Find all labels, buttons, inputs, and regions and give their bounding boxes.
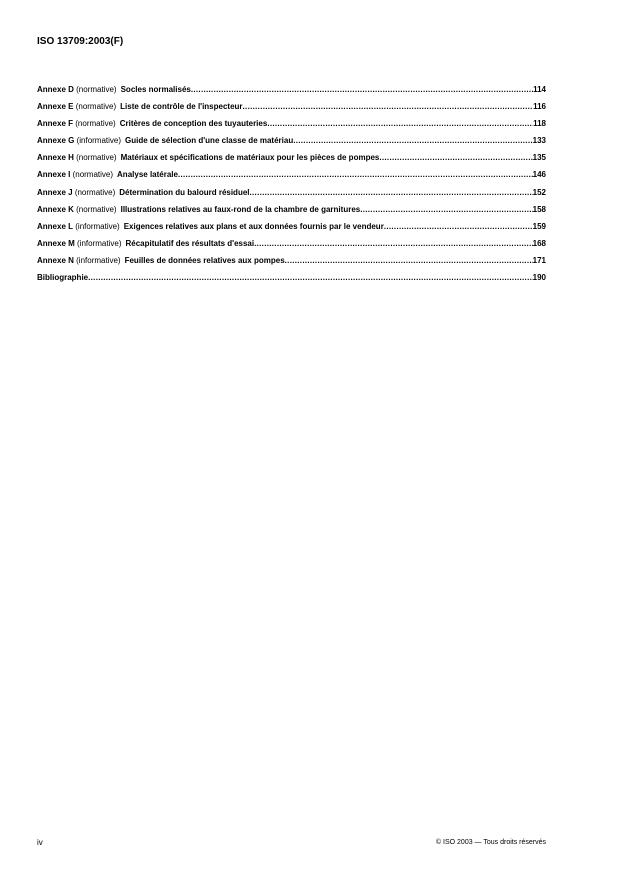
toc-kind: (normative) — [75, 102, 117, 112]
toc-entry[interactable] — [37, 153, 546, 170]
dot-leader — [379, 153, 532, 162]
toc-page: 114 — [533, 85, 546, 94]
toc-annex: Annexe K — [37, 204, 74, 214]
toc-entry[interactable] — [37, 205, 546, 222]
toc-kind: (normative) — [74, 187, 116, 197]
toc-kind: (informative) — [76, 136, 122, 146]
toc-title: Socles normalisés — [120, 85, 191, 94]
toc-page: 133 — [532, 136, 546, 146]
dot-leader — [254, 239, 533, 248]
toc-page: 159 — [532, 221, 546, 231]
copyright: © ISO 2003 — Tous droits réservés — [435, 839, 546, 846]
toc-title: Guide de sélection d'une classe de matériau — [125, 136, 294, 146]
toc-title: Détermination du balourd résiduel — [119, 187, 250, 197]
dot-leader — [293, 136, 532, 145]
page-number: iv — [37, 838, 43, 847]
toc-kind: (normative) — [72, 170, 114, 180]
document-header: ISO 13709:2003(F) — [37, 36, 124, 47]
dot-leader — [250, 188, 533, 197]
toc-annex: Annexe L — [37, 221, 74, 231]
toc-entry[interactable] — [37, 239, 546, 256]
toc-page: 158 — [532, 204, 546, 214]
toc-page: 116 — [533, 102, 546, 112]
toc-entry[interactable] — [37, 222, 546, 239]
table-of-contents — [37, 85, 546, 290]
dot-leader — [360, 205, 532, 214]
toc-page: 152 — [532, 187, 546, 197]
toc-kind: (normative) — [75, 119, 116, 129]
dot-leader — [267, 119, 533, 128]
toc-entry[interactable] — [37, 119, 546, 136]
dot-leader — [384, 222, 533, 231]
toc-kind: (informative) — [76, 255, 121, 265]
toc-title: Bibliographie — [37, 273, 89, 283]
toc-kind: (normative) — [76, 204, 117, 214]
toc-entry[interactable] — [37, 85, 546, 102]
toc-title: Analyse latérale — [117, 170, 178, 180]
toc-page: 118 — [533, 119, 546, 129]
toc-annex: Annexe E — [37, 102, 74, 112]
toc-annex: Annexe G — [37, 136, 75, 146]
toc-kind: (normative) — [76, 85, 117, 94]
toc-entry[interactable] — [37, 256, 546, 273]
toc-kind: (informative) — [75, 221, 120, 231]
toc-annex: Annexe I — [37, 170, 71, 180]
dot-leader — [243, 102, 534, 111]
toc-entry-bibliography[interactable] — [37, 273, 546, 290]
toc-annex: Annexe H — [37, 153, 74, 163]
toc-entry[interactable] — [37, 170, 546, 187]
toc-kind: (informative) — [77, 238, 122, 248]
toc-annex: Annexe N — [37, 255, 74, 265]
dot-leader — [285, 256, 533, 265]
toc-annex: Annexe M — [37, 238, 75, 248]
toc-title: Feuilles de données relatives aux pompes — [124, 255, 285, 265]
toc-annex: Annexe F — [37, 119, 74, 129]
toc-annex: Annexe D — [37, 85, 74, 94]
toc-kind: (normative) — [76, 153, 117, 163]
toc-title: Matériaux et spécifications de matériaux pour les pièces de pompes — [120, 153, 380, 163]
toc-title: Critères de conception des tuyauteries — [119, 119, 268, 129]
toc-title: Exigences relatives aux plans et aux données fournis par le vendeur — [123, 221, 384, 231]
toc-entry[interactable] — [37, 188, 546, 205]
toc-page: 146 — [532, 170, 546, 180]
toc-annex: Annexe J — [37, 187, 73, 197]
dot-leader — [191, 85, 533, 94]
toc-page: 135 — [532, 153, 546, 163]
dot-leader — [88, 273, 533, 282]
toc-title: Liste de contrôle de l'inspecteur — [120, 102, 243, 112]
dot-leader — [178, 170, 533, 179]
toc-title: Illustrations relatives au faux-rond de la chambre de garnitures — [120, 204, 361, 214]
toc-entry[interactable] — [37, 102, 546, 119]
toc-page: 171 — [532, 255, 546, 265]
toc-page: 168 — [532, 238, 546, 248]
toc-title: Récapitulatif des résultats d'essai — [125, 238, 255, 248]
toc-entry[interactable] — [37, 136, 546, 153]
toc-page: 190 — [532, 273, 546, 283]
